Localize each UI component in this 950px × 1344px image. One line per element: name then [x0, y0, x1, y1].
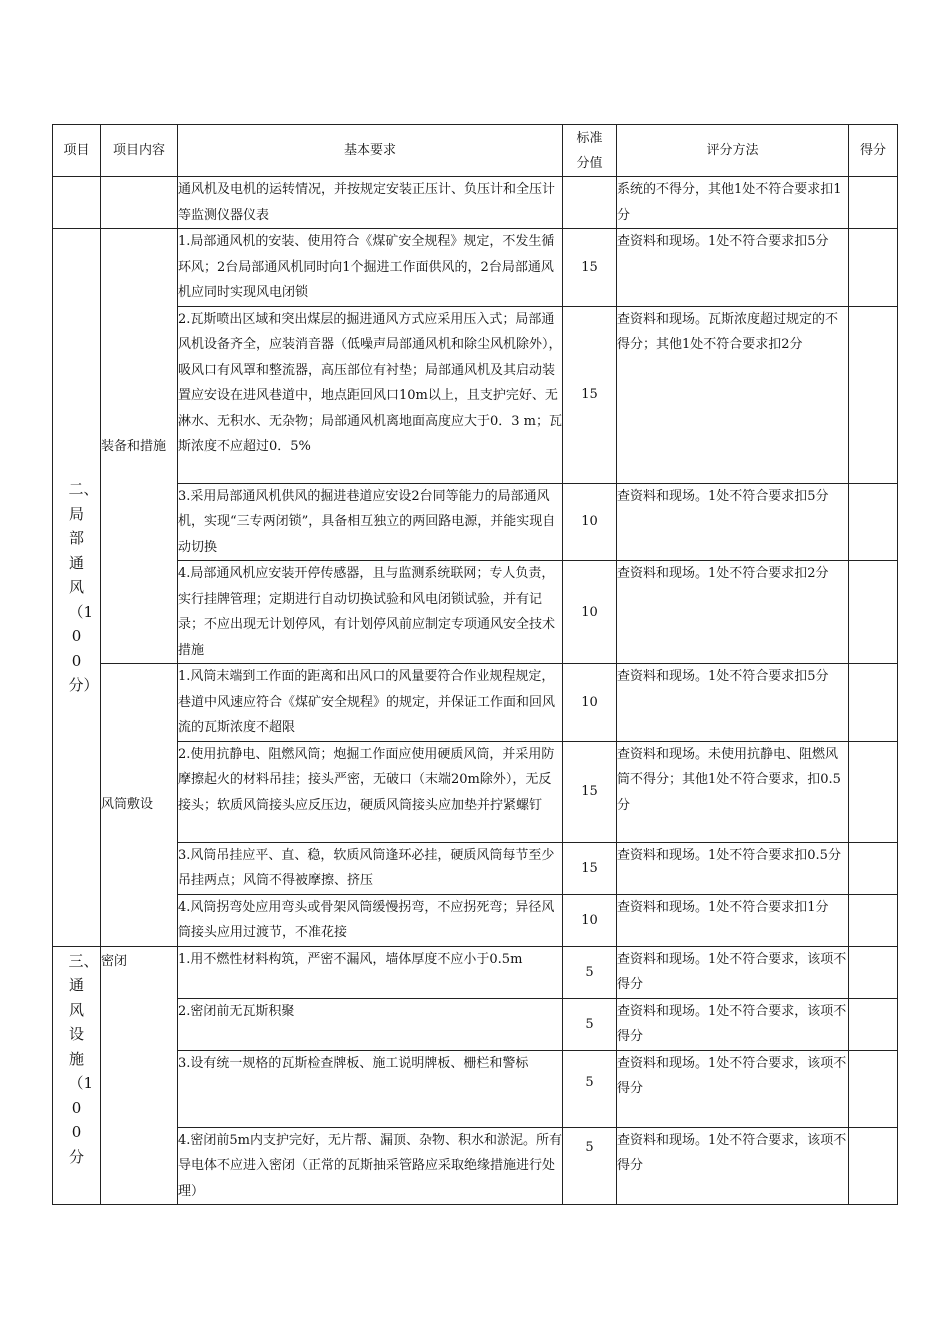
header-score-label: 标准分值: [576, 130, 603, 171]
got-cell: [849, 664, 898, 742]
got-cell: [849, 894, 898, 946]
header-content: 项目内容: [101, 125, 178, 177]
table-header-row: [53, 125, 898, 177]
requirement-cell: 2.密闭前无瓦斯积聚: [178, 998, 563, 1050]
header-method: 评分方法: [617, 125, 849, 177]
requirement-cell: 4.风筒拐弯处应用弯头或骨架风筒缓慢拐弯，不应拐死弯；异径风筒接头应用过渡节，不准花接: [178, 894, 563, 946]
table-row: [53, 842, 898, 894]
got-cell: [849, 229, 898, 307]
table-row: [53, 1127, 898, 1205]
table-row: [53, 177, 898, 229]
item-cell: [53, 177, 101, 229]
standard-table: [52, 124, 898, 1205]
item-label-facility: 三、通风设施（100分: [68, 951, 99, 1166]
requirement-cell: 3.风筒吊挂应平、直、稳，软质风筒逢环必挂，硬质风筒每节至少吊挂两点；风筒不得被摩擦、挤压: [178, 842, 563, 894]
method-cell: 查资料和现场。1处不符合要求扣5分: [617, 664, 849, 742]
item-cell-local-fan: [53, 229, 101, 947]
method-cell: 查资料和现场。1处不符合要求，该项不得分: [617, 946, 849, 998]
score-cell: [563, 177, 617, 229]
table-row: [53, 998, 898, 1050]
method-cell: 查资料和现场。1处不符合要求扣0.5分: [617, 842, 849, 894]
method-cell: 查资料和现场。未使用抗静电、阻燃风筒不得分；其他1处不符合要求，扣0.5分: [617, 741, 849, 842]
table-row: [53, 306, 898, 483]
score-cell: 5: [563, 946, 617, 998]
table-row: [53, 664, 898, 742]
requirement-cell: 3.采用局部通风机供风的掘进巷道应安设2台同等能力的局部通风机，实现“三专两闭锁”，具备相互独立的两回路电源，并能实现自动切换: [178, 483, 563, 561]
table-row: [53, 894, 898, 946]
table-row: [53, 741, 898, 842]
got-cell: [849, 177, 898, 229]
header-got: 得分: [849, 125, 898, 177]
got-cell: [849, 1127, 898, 1205]
requirement-cell: 1.用不燃性材料构筑，严密不漏风，墙体厚度不应小于0.5m: [178, 946, 563, 998]
method-cell: 查资料和现场。1处不符合要求，该项不得分: [617, 1127, 849, 1205]
method-cell: 查资料和现场。1处不符合要求扣1分: [617, 894, 849, 946]
score-cell: 15: [563, 741, 617, 842]
table-row: [53, 229, 898, 307]
got-cell: [849, 842, 898, 894]
got-cell: [849, 998, 898, 1050]
header-score: [563, 125, 617, 177]
got-cell: [849, 306, 898, 483]
score-cell: 5: [563, 1127, 617, 1205]
table-row: [53, 561, 898, 664]
method-cell: 查资料和现场。1处不符合要求扣2分: [617, 561, 849, 664]
header-requirement: 基本要求: [178, 125, 563, 177]
method-cell: 查资料和现场。1处不符合要求扣5分: [617, 483, 849, 561]
got-cell: [849, 1050, 898, 1127]
requirement-cell: 3.设有统一规格的瓦斯检查牌板、施工说明牌板、栅栏和警标: [178, 1050, 563, 1127]
score-cell: 15: [563, 842, 617, 894]
score-cell: 5: [563, 1050, 617, 1127]
table-row: [53, 946, 898, 998]
requirement-cell: 2.瓦斯喷出区域和突出煤层的掘进通风方式应采用压入式；局部通风机设备齐全，应装消音器（低噪声局部通风机和除尘风机除外），吸风口有风罩和整流器，高压部位有衬垫；局部通风机及其启动装置应安设在进风巷道中，地点距回风口10m以上，且支护完好、无淋水、无积水、无杂物；局部通风机离地面高度应大于0．3 m；瓦斯浓度不应超过0．5%: [178, 306, 563, 483]
got-cell: [849, 483, 898, 561]
method-cell: 查资料和现场。1处不符合要求，该项不得分: [617, 1050, 849, 1127]
score-cell: 10: [563, 561, 617, 664]
content-cell-seal: 密闭: [101, 946, 178, 1205]
content-cell: [101, 177, 178, 229]
content-cell-equipment: 装备和措施: [101, 229, 178, 664]
got-cell: [849, 946, 898, 998]
method-cell: 查资料和现场。瓦斯浓度超过规定的不得分；其他1处不符合要求扣2分: [617, 306, 849, 483]
method-cell: 系统的不得分，其他1处不符合要求扣1分: [617, 177, 849, 229]
requirement-cell: 通风机及电机的运转情况，并按规定安装正压计、负压计和全压计等监测仪器仪表: [178, 177, 563, 229]
item-label-local-fan: 二、局部通风（100分）: [68, 480, 99, 694]
content-cell-duct: 风筒敷设: [101, 664, 178, 947]
header-item: 项目: [53, 125, 101, 177]
requirement-cell: 4.局部通风机应安装开停传感器，且与监测系统联网；专人负责，实行挂牌管理；定期进行自动切换试验和风电闭锁试验，并有记录；不应出现无计划停风，有计划停风前应制定专项通风安全技术措施: [178, 561, 563, 664]
got-cell: [849, 561, 898, 664]
score-cell: 10: [563, 894, 617, 946]
score-cell: 15: [563, 306, 617, 483]
requirement-cell: 1.风筒末端到工作面的距离和出风口的风量要符合作业规程规定，巷道中风速应符合《煤矿安全规程》的规定，并保证工作面和回风流的瓦斯浓度不超限: [178, 664, 563, 742]
score-cell: 10: [563, 483, 617, 561]
got-cell: [849, 741, 898, 842]
item-cell-facility: [53, 946, 101, 1205]
method-cell: 查资料和现场。1处不符合要求扣5分: [617, 229, 849, 307]
score-cell: 5: [563, 998, 617, 1050]
table-row: [53, 483, 898, 561]
score-cell: 15: [563, 229, 617, 307]
table-row: [53, 1050, 898, 1127]
requirement-cell: 2.使用抗静电、阻燃风筒；炮掘工作面应使用硬质风筒，并采用防摩擦起火的材料吊挂；接头严密，无破口（末端20m除外），无反接头；软质风筒接头应反压边，硬质风筒接头应加垫并拧紧螺钉: [178, 741, 563, 842]
score-cell: 10: [563, 664, 617, 742]
requirement-cell: 1.局部通风机的安装、使用符合《煤矿安全规程》规定，不发生循环风；2台局部通风机同时向1个掘进工作面供风的，2台局部通风机应同时实现风电闭锁: [178, 229, 563, 307]
method-cell: 查资料和现场。1处不符合要求，该项不得分: [617, 998, 849, 1050]
requirement-cell: 4.密闭前5m内支护完好，无片帮、漏顶、杂物、积水和淤泥。所有导电体不应进入密闭（正常的瓦斯抽采管路应采取绝缘措施进行处理）: [178, 1127, 563, 1205]
